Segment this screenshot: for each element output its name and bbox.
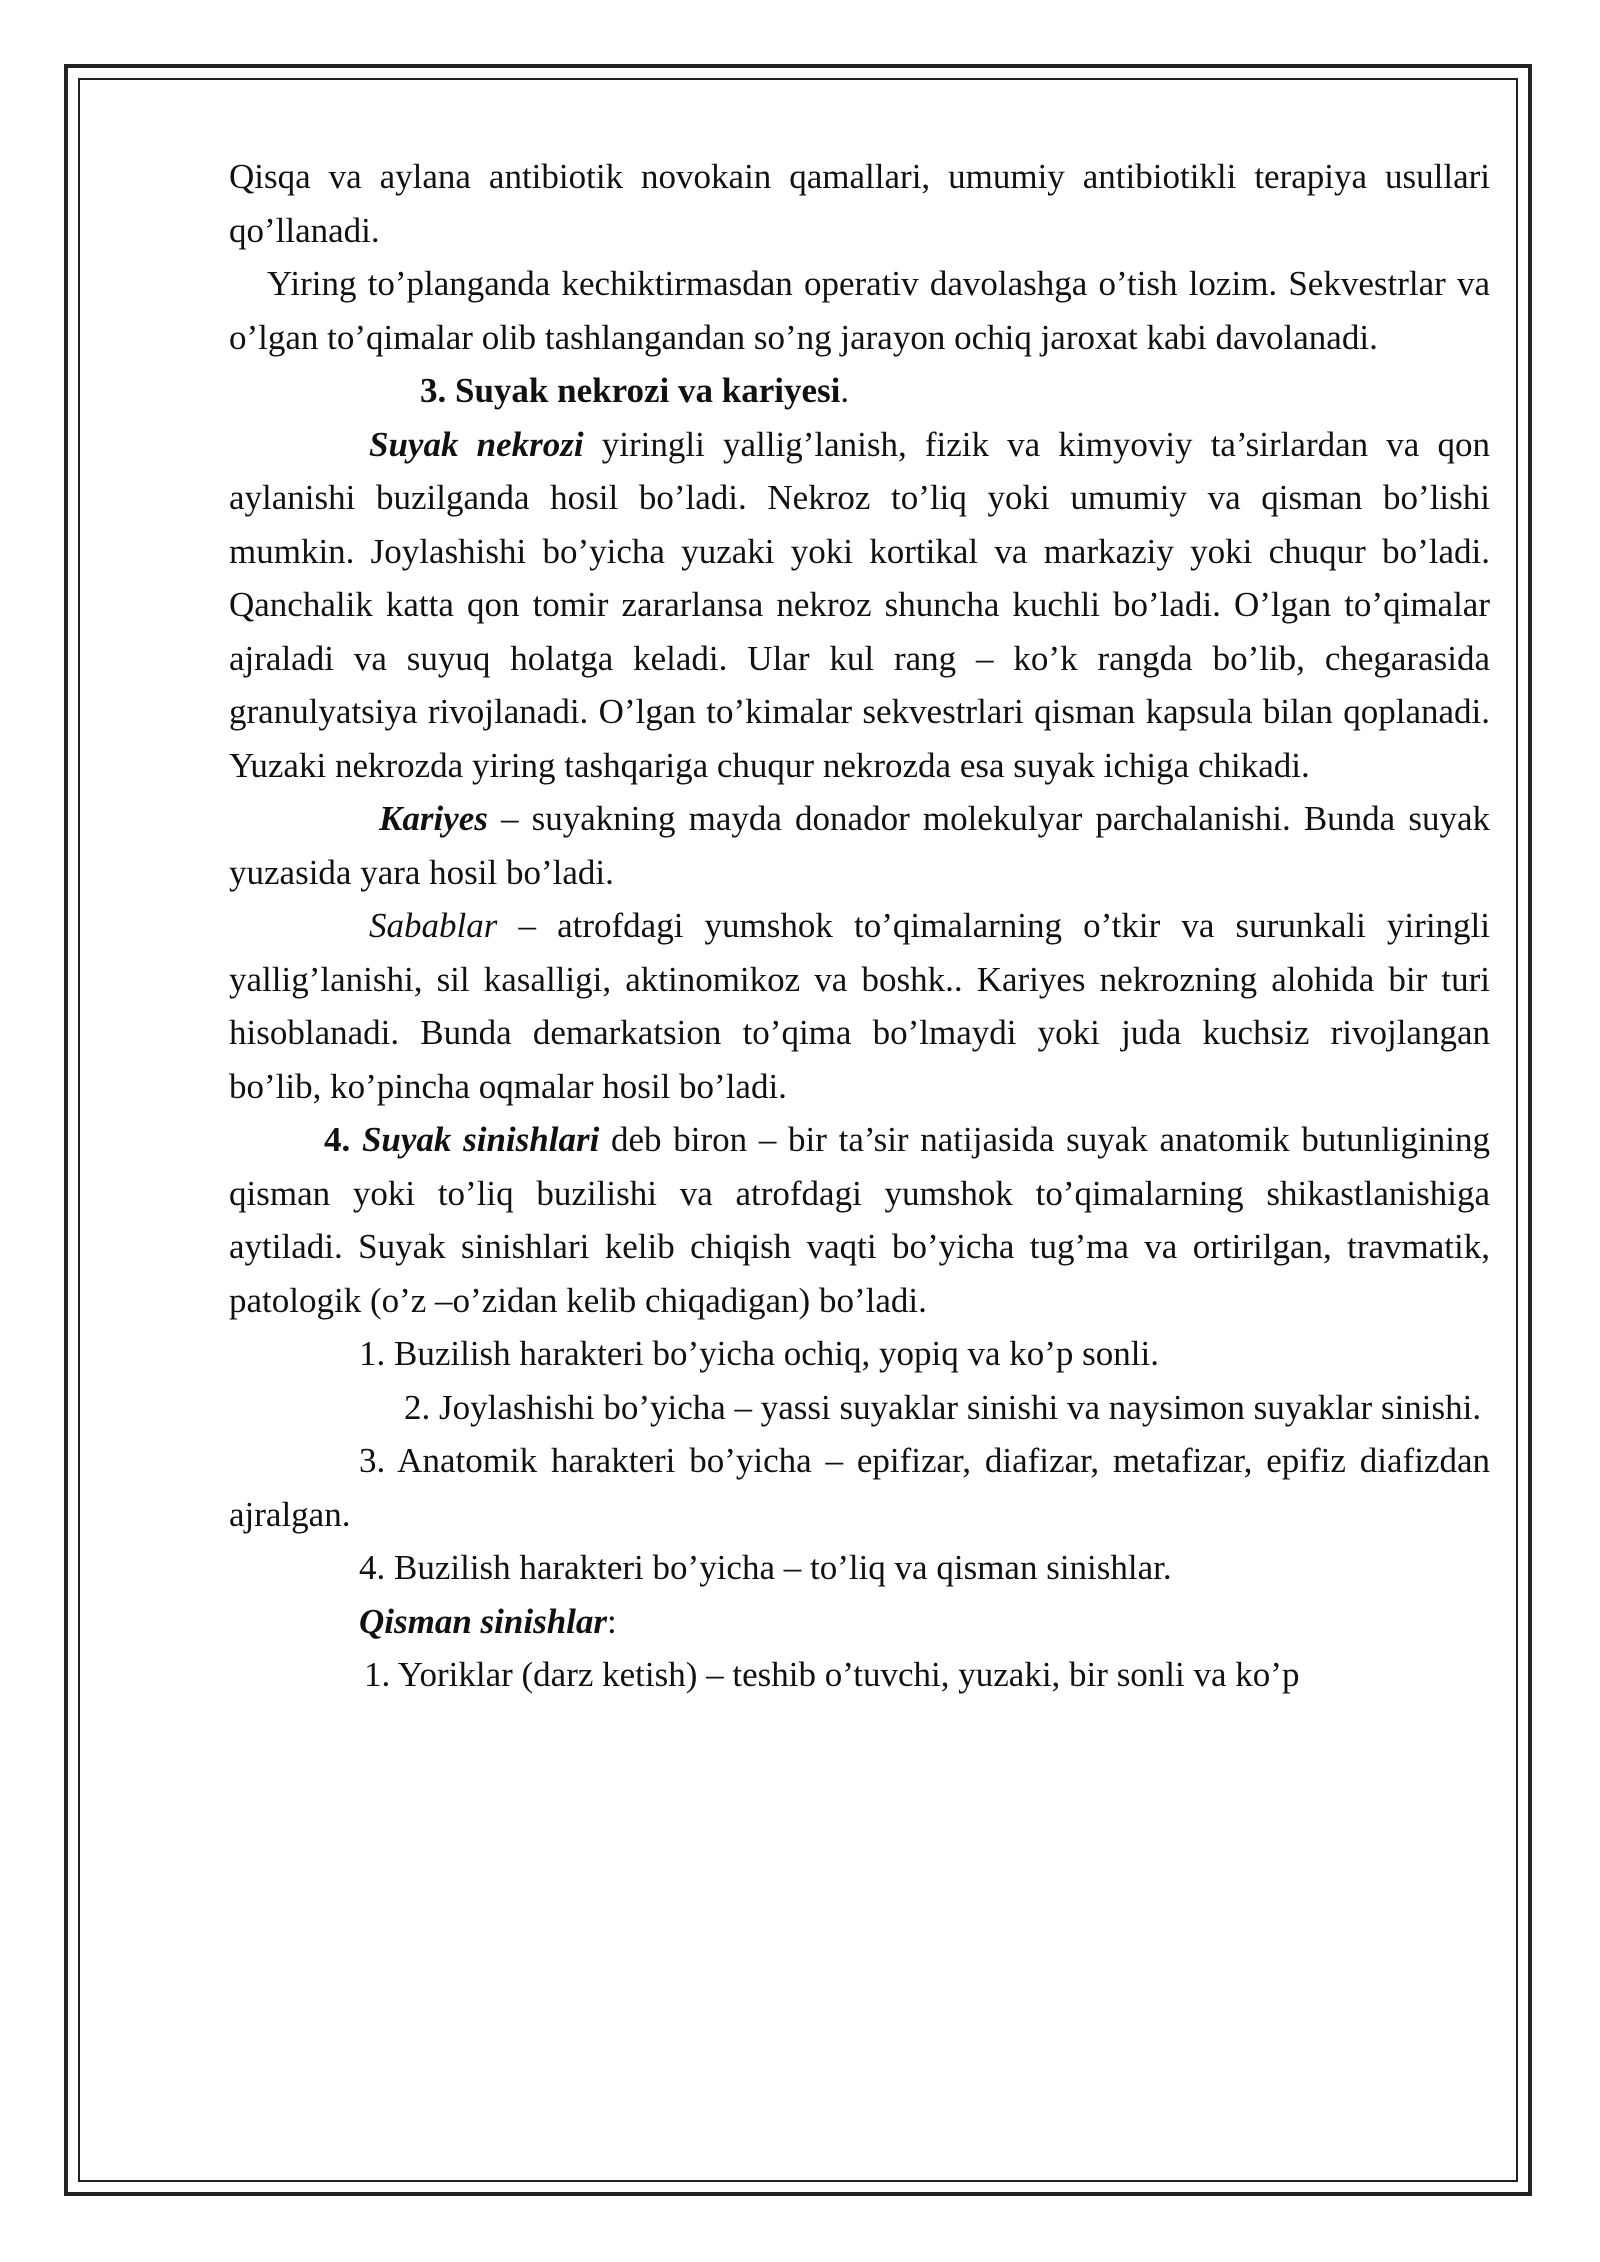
paragraph-surgery: Yiring to’planganda kechiktirmasdan operativ davolashga o’tish lozim. Sekvestrlar va o’lgan to’qimalar olib tashlangandan so’ng jarayon ochiq jaroxat kabi davolanadi.	[229, 264, 1490, 357]
paragraph-causes-text: – atrofdagi yumshok to’qimalarning o’tkir va surunkali yiringli yallig’lanishi, sil kasalligi, aktinomikoz va boshk.. Kariyes nekrozning alohida bir turi hisoblanadi. Bunda demarkatsion to’qima bo’lmaydi yoki juda kuchsiz rivojlangan bo’lib, ko’pincha oqmalar hosil bo’ladi.	[229, 906, 1490, 1106]
term-necrosis: Suyak nekrozi	[369, 424, 584, 464]
list-item: 2. Joylashishi bo’yicha – yassi suyaklar sinishi va naysimon suyaklar sinishi.	[404, 1387, 1482, 1427]
term-caries: Kariyes	[379, 799, 488, 838]
sub-heading-text: Qisman sinishlar	[359, 1601, 608, 1641]
list-item: 3. Anatomik harakteri bo’yicha – epifizar, diafizar, metafizar, epifiz diafizdan ajralgan.	[229, 1441, 1490, 1534]
term-causes: Sabablar	[369, 906, 498, 945]
paragraph-caries-text: – suyakning mayda donador molekulyar parchalanishi. Bunda suyak yuzasida yara hosil bo’ladi.	[229, 799, 1490, 892]
paragraph-necrosis	[229, 418, 1490, 793]
paragraph-caries	[229, 792, 1490, 899]
paragraph-causes	[229, 899, 1490, 1113]
section-heading-3-text: 3. Suyak nekrozi va kariyesi	[420, 371, 841, 410]
paragraph-fractures	[229, 1113, 1490, 1327]
term-fractures: Suyak sinishlari	[361, 1120, 600, 1159]
section-number-4: 4.	[324, 1120, 351, 1159]
section-heading-3	[229, 364, 1490, 418]
section-heading-3-dot: .	[840, 371, 850, 410]
paragraph-fractures-text: deb biron – bir ta’sir natijasida suyak anatomik butunligining qisman yoki to’liq buzilishi va atrofdagi yumshok to’qimalarning shikastlanishiga aytiladi. Suyak sinishlari kelib chiqish vaqti bo’yicha tug’ma va ortirilgan, travmatik, patologik (o’z –o’zidan kelib chiqadigan) bo’ladi.	[229, 1120, 1491, 1320]
sub-heading-colon: :	[607, 1601, 617, 1641]
sub-heading-partial-fractures	[229, 1595, 1490, 1649]
list-item: 4. Buzilish harakteri bo’yicha – to’liq va qisman sinishlar.	[359, 1548, 1172, 1587]
paragraph-treatment: Qisqa va aylana antibiotik novokain qamallari, umumiy antibiotikli terapiya usullari qo’llanadi.	[229, 157, 1490, 250]
document-body	[229, 150, 1490, 1702]
paragraph-necrosis-text: yiringli yallig’lanish, fizik va kimyoviy ta’sirlardan va qon aylanishi buzilganda hosil bo’ladi. Nekroz to’liq yoki umumiy va qisman bo’lishi mumkin. Joylashishi bo’yicha yuzaki yoki kortikal va markaziy yoki chuqur bo’ladi. Qanchalik katta qon tomir zararlansa nekroz shuncha kuchli bo’ladi. O’lgan to’qimalar ajraladi va suyuq holatga keladi. Ular kul rang – ko’k rangda bo’lib, chegarasida granulyatsiya rivojlanadi. O’lgan to’kimalar sekvestrlari qisman kapsula bilan qoplanadi. Yuzaki nekrozda yiring tashqariga chuqur nekrozda esa suyak ichiga chikadi.	[229, 424, 1490, 785]
list-item: 1. Buzilish harakteri bo’yicha ochiq, yopiq va ko’p sonli.	[359, 1334, 1159, 1373]
list-item-cracks: 1. Yoriklar (darz ketish) – teshib o’tuvchi, yuzaki, bir sonli va ko’p	[364, 1655, 1300, 1694]
